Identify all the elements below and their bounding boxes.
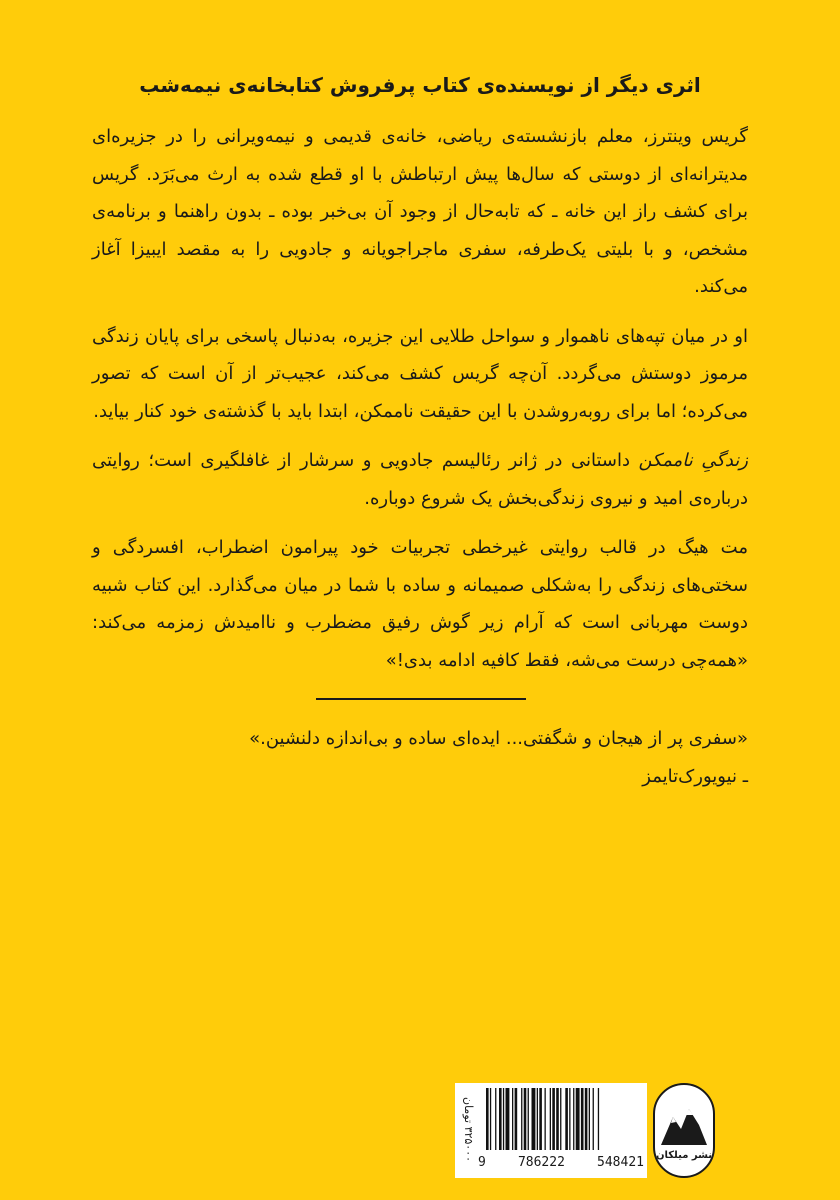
barcode-bar — [593, 1088, 594, 1150]
review-quote: «سفری پر از هیجان و شگفتی... ایده‌ای ساده و بی‌اندازه دلنشین.» — [249, 728, 748, 749]
barcode-bar — [589, 1088, 590, 1150]
barcode-bar — [499, 1088, 502, 1150]
barcode-bar — [560, 1088, 561, 1150]
publisher-name: نشر میلکان — [655, 1150, 713, 1161]
barcode-bar — [569, 1088, 570, 1150]
barcode-bar — [490, 1088, 491, 1150]
barcode-bar — [537, 1088, 538, 1150]
paragraph-2: او در میان تپه‌های ناهموار و سواحل طلایی این جزیره، به‌دنبال پاسخی برای پایان زندگی مرموز دوستش می‌گردد. آن‌چه گریس کشف می‌کند، عجیب‌تر از آن است که تصور می‌کرده؛ اما برای روبه‌روشدن با این حقیقت ناممکن، ابتدا باید با گذشته‌ی خود کنار بیاید. — [92, 325, 748, 422]
isbn-digit-group-2: 548421 — [597, 1155, 644, 1170]
review-source: ـ نیویورک‌تایمز — [642, 766, 748, 787]
barcode-bar — [495, 1088, 496, 1150]
blurb — [92, 118, 748, 691]
barcode-bar — [573, 1088, 574, 1150]
headline: اثری دیگر از نویسنده‌ی کتاب پرفروش کتابخانه‌ی نیمه‌شب — [139, 73, 701, 97]
barcode-bar — [532, 1088, 536, 1150]
barcode-bar — [512, 1088, 513, 1150]
barcode-bar — [552, 1088, 555, 1150]
isbn-digit-group-1: 786222 — [517, 1155, 565, 1170]
divider — [316, 698, 526, 700]
barcode-bar — [598, 1088, 599, 1150]
book-title-italic: زندگیِ ناممکن — [638, 450, 748, 471]
barcode-bar — [576, 1088, 580, 1150]
barcode-bar — [515, 1088, 518, 1150]
mountains-icon — [659, 1099, 709, 1147]
barcode-bar — [581, 1088, 584, 1150]
barcode-bar — [486, 1088, 489, 1150]
barcode-icon — [484, 1088, 642, 1150]
isbn-digits — [478, 1152, 644, 1174]
barcode-bar — [565, 1088, 568, 1150]
barcode-bar — [521, 1088, 522, 1150]
isbn-digit-prefix: 9 — [478, 1155, 486, 1170]
publisher-logo — [653, 1083, 715, 1178]
paragraph-3-rest: داستانی در ژانر رئالیسم جادویی و سرشار از غافلگیری است؛ روایتی درباره‌ی امید و نیروی زندگی‌بخش یک شروع دوباره. — [92, 450, 748, 509]
paragraph-4: مت هیگ در قالب روایتی غیرخطی تجربیات خود پیرامون اضطراب، افسردگی و سختی‌های زندگی را به‌شکلی صمیمانه و ساده با شما در میان می‌گذارد. این کتاب شبیه دوست مهربانی است که آرام زیر گوش رفیق مضطرب و ناامیدش زمزمه می‌کند: «همه‌چی درست می‌شه، فقط کافیه ادامه بدی!» — [92, 537, 748, 671]
barcode-bar — [528, 1088, 529, 1150]
barcode-bar — [539, 1088, 542, 1150]
barcode-bar — [550, 1088, 551, 1150]
barcode-bar — [556, 1088, 559, 1150]
paragraph-1: گریس وینترز، معلم بازنشسته‌ی ریاضی، خانه‌ی قدیمی و نیمه‌ویرانی را در جزیره‌ای مدیترانه‌ای از دوستی که سال‌ها پیش ارتباطش با او قطع شده به ارث می‌بَرَد. گریس برای کشف راز این خانه ـ که تابه‌حال از وجود آن بی‌خبر بوده ـ بدون راهنما و برنامه‌ی مشخص، و با بلیتی یک‌طرفه، سفری ماجراجویانه و جادویی را به مقصد ایبیزا آغاز می‌کند. — [92, 126, 748, 297]
barcode-bar — [503, 1088, 504, 1150]
barcode-bar — [506, 1088, 510, 1150]
barcode-bar — [545, 1088, 546, 1150]
barcode-bar — [585, 1088, 588, 1150]
paragraph-3 — [92, 442, 748, 517]
barcode-bar — [524, 1088, 527, 1150]
price-label: ۳۲۵۰۰۰ تومان — [462, 1097, 475, 1163]
